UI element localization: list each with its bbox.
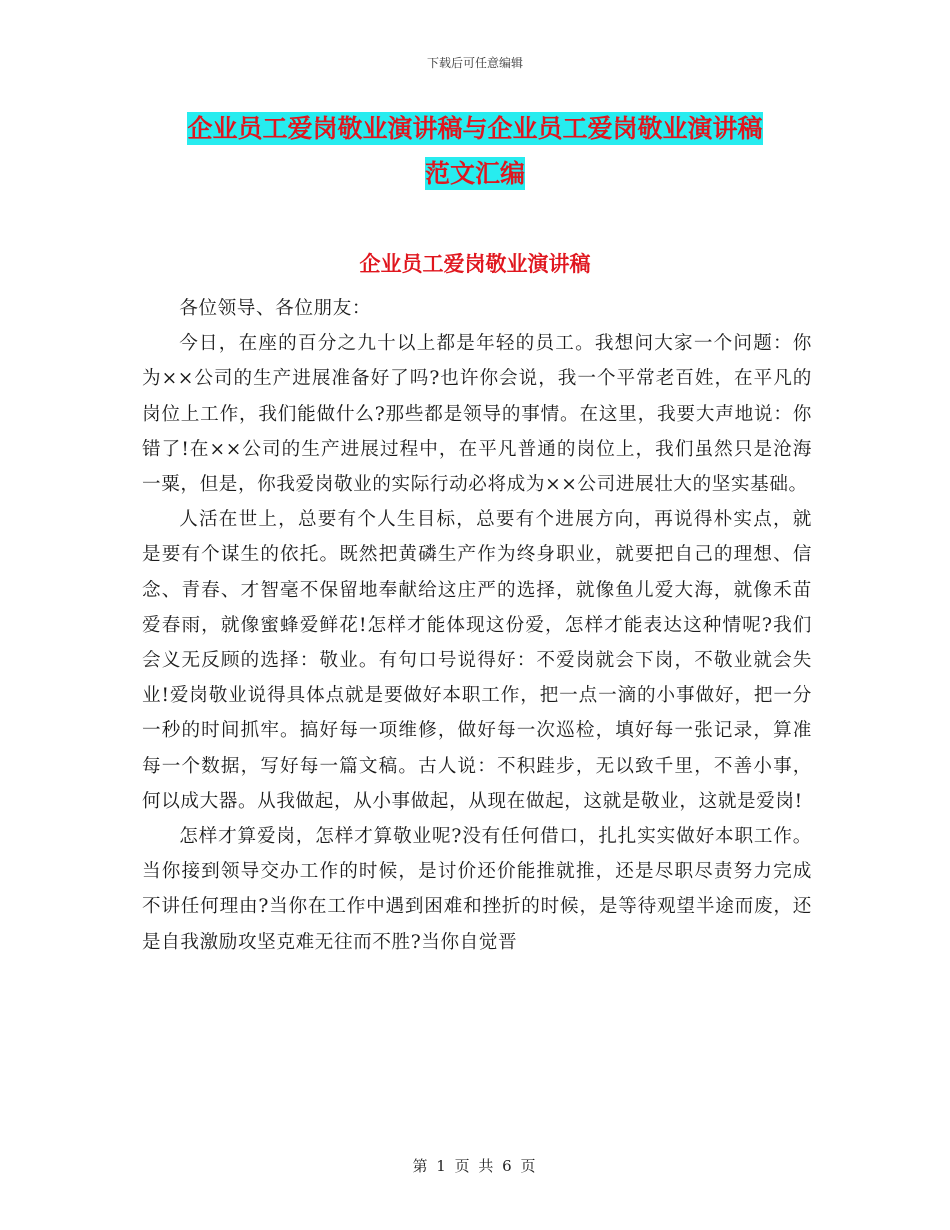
section-title: 企业员工爱岗敬业演讲稿: [359, 252, 591, 276]
paragraph-greeting: 各位领导、各位朋友：: [179, 298, 372, 319]
paragraph: 怎样才算爱岗，怎样才算敬业呢?没有任何借口，扎扎实实做好本职工作。当你接到领导交办工作的时候，是讨价还价能推就推，还是尽职尽责努力完成不讲任何理由?当你在工作中遇到困难和挫折的时候，是等待观望半途而废，还是自我激励攻坚克难无往而不胜?当你自觉晋: [142, 826, 812, 953]
header-note: 下载后可任意编辑: [426, 56, 523, 70]
page-number: 第 1 页 共 6 页: [412, 1157, 538, 1175]
title-highlight: 企业员工爱岗敬业演讲稿与企业员工爱岗敬业演讲稿: [187, 114, 763, 143]
document-title-line-2: [0, 155, 950, 193]
title-highlight: 范文汇编: [424, 159, 525, 188]
paragraph: 人活在世上，总要有个人生目标，总要有个进展方向，再说得朴实点，就是要有个谋生的依托。既然把黄磷生产作为终身职业，就要把自己的理想、信念、青春、才智毫不保留地奉献给这庄严的选择，就像鱼儿爱大海，就像禾苗爱春雨，就像蜜蜂爱鲜花!怎样才能体现这份爱，怎样才能表达这种情呢?我们会义无反顾的选择：敬业。有句口号说得好：不爱岗就会下岗，不敬业就会失业!爱岗敬业说得具体点就是要做好本职工作，把一点一滴的小事做好，把一分一秒的时间抓牢。搞好每一项维修，做好每一次巡检，填好每一张记录，算准每一个数据，写好每一篇文稿。古人说：不积跬步，无以致千里，不善小事，何以成大器。从我做起，从小事做起，从现在做起，这就是敬业，这就是爱岗!: [142, 509, 812, 812]
paragraph: 今日，在座的百分之九十以上都是年轻的员工。我想问大家一个问题：你为××公司的生产进展准备好了吗?也许你会说，我一个平常老百姓，在平凡的岗位上工作，我们能做什么?那些都是领导的事情。在这里，我要大声地说：你错了!在××公司的生产进展过程中，在平凡普通的岗位上，我们虽然只是沧海一粟，但是，你我爱岗敬业的实际行动必将成为××公司进展壮大的坚实基础。: [142, 333, 812, 496]
body-text: [142, 291, 812, 960]
document-title-line-1: [0, 110, 950, 148]
